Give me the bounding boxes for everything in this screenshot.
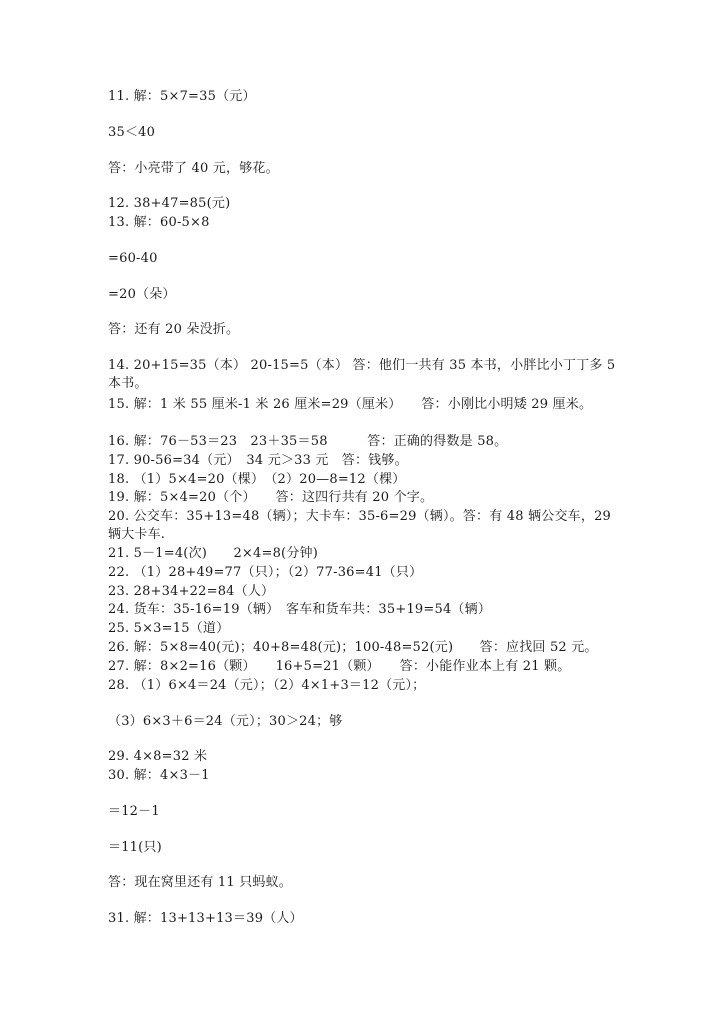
answer-30-line-1: 30. 解：4×3－1: [108, 768, 210, 783]
answer-30-line-4: 答：现在窝里还有 11 只蚂蚁。: [108, 875, 293, 890]
answer-13-line-3: =20（朵）: [108, 287, 176, 302]
answer-11-line-1: 11. 解：5×7=35（元）: [108, 89, 256, 104]
answer-11-line-3: 答：小亮带了 40 元，够花。: [108, 161, 279, 176]
answer-19-line: 19. 解：5×4=20（个） 答：这四行共有 20 个字。: [108, 490, 434, 505]
answer-16-line: 16. 解：76－53＝23 23＋35＝58 答：正确的得数是 58。: [108, 434, 508, 449]
answer-30-line-3: ＝11(只): [108, 840, 162, 855]
answer-31-line: 31. 解：13+13+13＝39（人）: [108, 911, 303, 926]
answer-28-line-1: 28. （1）6×4＝24（元）；（2）4×1+3＝12（元）；: [108, 678, 426, 693]
answer-29-line: 29. 4×8=32 米: [108, 749, 208, 764]
answer-18-line: 18. （1）5×4=20（棵） （2）20—8=12（棵）: [108, 472, 406, 487]
answer-23-line: 23. 28+34+22=84（人）: [108, 584, 275, 599]
answer-13-line-2: =60-40: [108, 251, 158, 266]
answer-22-line: 22. （1）28+49=77（只）；（2）77-36=41（只）: [108, 565, 423, 580]
answer-15-line: 15. 解：1 米 55 厘米-1 米 26 厘米=29（厘米） 答：小刚比小明矮 29 厘米。: [108, 397, 593, 412]
answer-11-line-2: 35＜40: [108, 125, 156, 140]
answer-13-line-4: 答：还有 20 朵没折。: [108, 322, 240, 337]
answer-26-line: 26. 解：5×8=40(元)；40+8=48(元)；100-48=52(元) 答：应找回 52 元。: [108, 640, 598, 655]
answer-14-line: 14. 20+15=35（本） 20-15=5（本） 答：他们一共有 35 本书，小胖比小丁丁多 5 本书。: [108, 358, 616, 391]
answer-13-line-1: 13. 解：60-5×8: [108, 215, 210, 230]
answer-21-line: 21. 5－1=4(次) 2×4=8(分钟): [108, 546, 318, 561]
answer-20-line: 20. 公交车：35+13=48（辆）；大卡车：35-6=29（辆）。答：有 48 辆公交车，29 辆大卡车.: [108, 509, 612, 542]
answer-27-line: 27. 解：8×2=16（颗） 16+5=21（颗） 答：小能作业本上有 21 颗。: [108, 659, 571, 674]
answer-12-line: 12. 38+47=85(元): [108, 196, 231, 211]
answer-30-line-2: ＝12－1: [108, 804, 160, 819]
answer-28-line-2: （3）6×3＋6＝24（元）；30＞24；够: [108, 714, 343, 729]
answer-24-line: 24. 货车：35-16=19（辆） 客车和货车共：35+19=54（辆）: [108, 602, 492, 617]
answer-25-line: 25. 5×3=15（道）: [108, 621, 230, 636]
answer-17-line: 17. 90-56=34（元） 34 元＞33 元 答：钱够。: [108, 453, 408, 468]
